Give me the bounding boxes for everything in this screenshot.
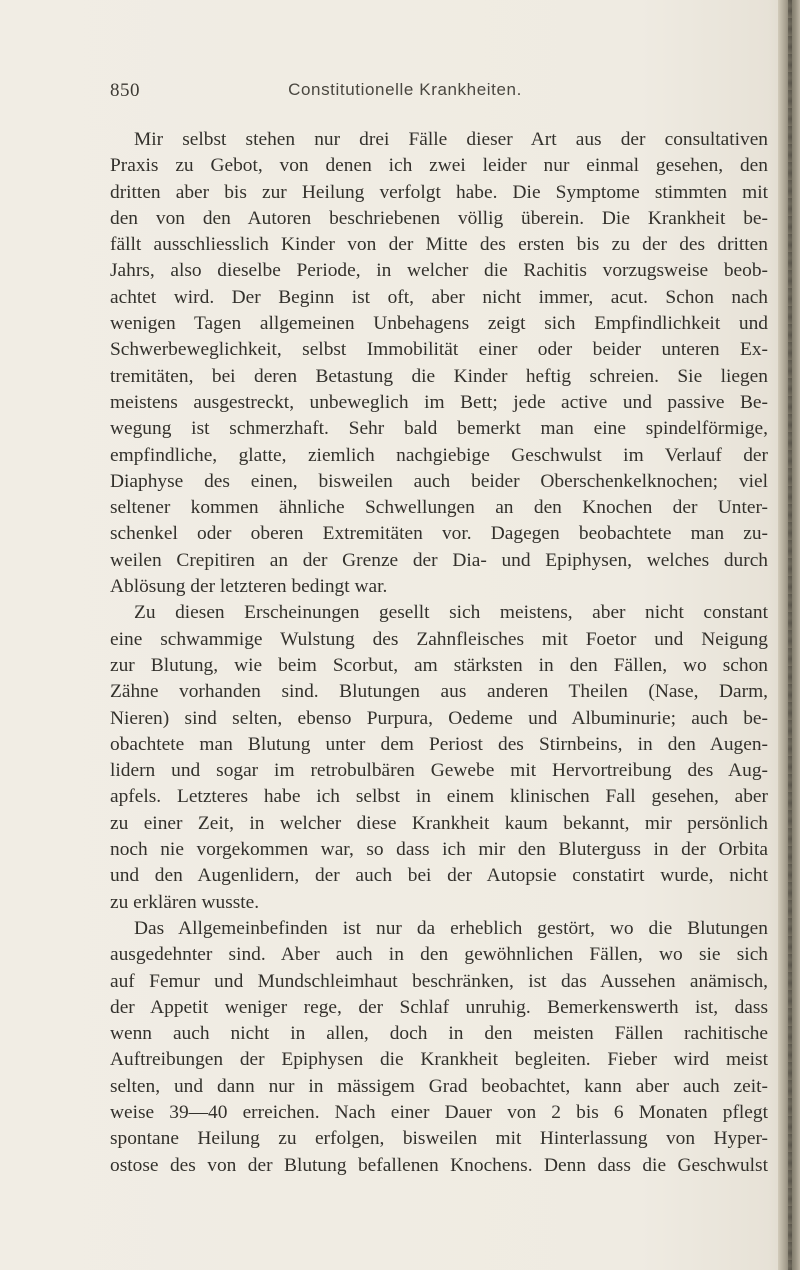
running-title: Constitutionelle Krankheiten. [288, 80, 522, 99]
text-line: seltener kommen ähnliche Schwellungen an den Knochen der Unter- [110, 497, 768, 519]
page-number: 850 [110, 80, 140, 101]
page-header [0, 78, 800, 108]
text-line: wenigen Tagen allgemeinen Unbehagens zeigt sich Empfindlichkeit und [110, 313, 768, 335]
text-line: Praxis zu Gebot, von denen ich zwei leider nur einmal gesehen, den [110, 155, 768, 177]
text-line: selten, und dann nur in mässigem Grad beobachtet, kann aber auch zeit- [110, 1075, 768, 1097]
text-line: Ablösung der letzteren bedingt war. [110, 576, 388, 598]
text-line: zu erklären wusste. [110, 891, 260, 913]
text-line: und den Augenlidern, der auch bei der Autopsie constatirt wurde, nicht [110, 865, 768, 887]
text-line: Das Allgemeinbefinden ist nur da erheblich gestört, wo die Blutungen [134, 917, 768, 939]
body-text [110, 127, 768, 1179]
text-line: ausgedehnter sind. Aber auch in den gewöhnlichen Fällen, wo sie sich [110, 944, 768, 966]
text-line: lidern und sogar im retrobulbären Gewebe mit Hervortreibung des Aug- [110, 760, 768, 782]
text-line: eine schwammige Wulstung des Zahnfleisches mit Foetor und Neigung [110, 628, 768, 650]
text-line: Nieren) sind selten, ebenso Purpura, Oedeme und Albuminurie; auch be- [110, 707, 768, 729]
text-line: wenn auch nicht in allen, doch in den meisten Fällen rachitische [110, 1023, 768, 1045]
text-line: schenkel oder oberen Extremitäten vor. Dagegen beobachtete man zu- [110, 523, 768, 545]
text-line: achtet wird. Der Beginn ist oft, aber nicht immer, acut. Schon nach [110, 286, 768, 308]
text-line: obachtete man Blutung unter dem Periost des Stirnbeins, in den Augen- [110, 733, 768, 755]
text-line: der Appetit weniger rege, der Schlaf unruhig. Bemerkenswerth ist, dass [110, 996, 768, 1018]
text-line: noch nie vorgekommen war, so dass ich mir den Bluterguss in der Orbita [110, 839, 768, 861]
text-line: Mir selbst stehen nur drei Fälle dieser Art aus der consultativen [134, 129, 768, 150]
page-edge-binding [788, 0, 792, 1270]
text-line: weise 39—40 erreichen. Nach einer Dauer von 2 bis 6 Monaten pflegt [110, 1101, 768, 1123]
text-line: fällt ausschliesslich Kinder von der Mitte des ersten bis zu der des dritten [110, 234, 768, 256]
text-line: meistens ausgestreckt, unbeweglich im Bett; jede active und passive Be- [110, 391, 768, 413]
text-line: ostose des von der Blutung befallenen Knochens. Denn dass die Geschwulst [110, 1154, 768, 1176]
text-line: Schwerbeweglichkeit, selbst Immobilität einer oder beider unteren Ex- [110, 339, 768, 361]
text-line: Diaphyse des einen, bisweilen auch beider Oberschenkelknochen; viel [110, 470, 768, 492]
text-line: wegung ist schmerzhaft. Sehr bald bemerkt man eine spindelförmige, [110, 418, 768, 440]
text-line: dritten aber bis zur Heilung verfolgt habe. Die Symptome stimmten mit [110, 181, 768, 203]
text-line: empfindliche, glatte, ziemlich nachgiebige Geschwulst im Verlauf der [110, 444, 768, 466]
text-line: auf Femur und Mundschleimhaut beschränken, ist das Aussehen anämisch, [110, 970, 768, 992]
text-line: zu einer Zeit, in welcher diese Krankheit kaum bekannt, mir persönlich [110, 812, 768, 834]
text-line: zur Blutung, wie beim Scorbut, am stärksten in den Fällen, wo schon [110, 654, 768, 676]
text-line: weilen Crepitiren an der Grenze der Dia- und Epiphysen, welches durch [110, 549, 768, 571]
text-line: Zähne vorhanden sind. Blutungen aus anderen Theilen (Nase, Darm, [110, 681, 768, 703]
text-line: den von den Autoren beschriebenen völlig überein. Die Krankheit be- [110, 207, 768, 229]
text-line: tremitäten, bei deren Betastung die Kinder heftig schreien. Sie liegen [110, 365, 768, 387]
text-line: Auftreibungen der Epiphysen die Krankheit begleiten. Fieber wird meist [110, 1049, 768, 1071]
text-line: apfels. Letzteres habe ich selbst in einem klinischen Fall gesehen, aber [110, 786, 768, 808]
text-line: spontane Heilung zu erfolgen, bisweilen mit Hinterlassung von Hyper- [110, 1128, 768, 1150]
text-line: Zu diesen Erscheinungen gesellt sich meistens, aber nicht constant [134, 602, 768, 624]
text-line: Jahrs, also dieselbe Periode, in welcher die Rachitis vorzugsweise beob- [110, 260, 768, 282]
